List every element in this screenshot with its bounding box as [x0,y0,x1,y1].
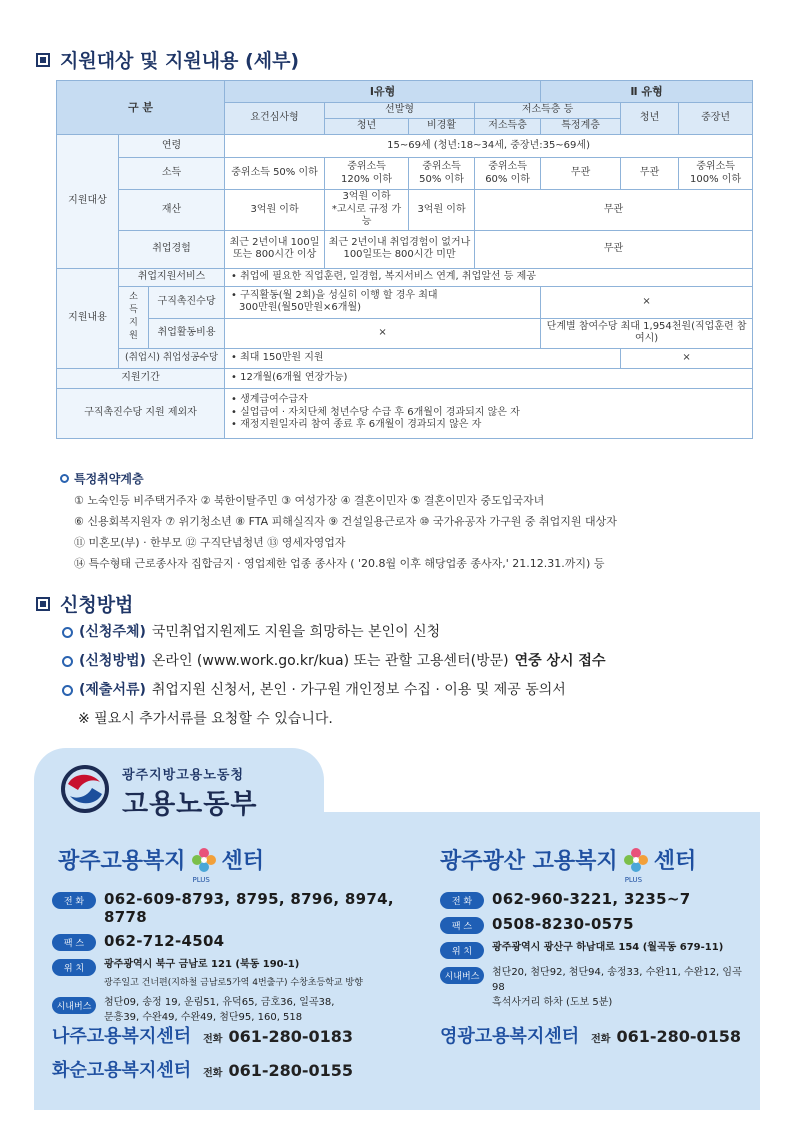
list-item: (신청방법) 온라인 (www.work.go.kr/kua) 또는 관할 고용센터(방문) 연중 상시 접수 [62,647,605,676]
tel-badge: 전 화 [52,892,96,909]
income-cell: 무관 [541,158,621,190]
location-badge: 위 치 [52,959,96,976]
address-detail: 광주일고 건너편(지하철 금남로5가역 4번출구) 수창초등학교 방향 [104,978,363,988]
right-center-title: 광주광산 고용복지 PLUS 센터 [440,844,696,875]
row-label-experience: 취업경험 [119,230,225,268]
header-middle-aged: 중장년 [679,103,753,135]
branch-naju: 나주고용복지센터 전화 061-280-0183 [52,1026,354,1047]
income-cell: 중위소득 50% 이하 [409,158,475,190]
job-seeking-x: × [541,286,753,318]
section-title-text: 신청방법 [60,594,134,616]
header-low-income: 저소득층 [475,119,541,135]
header-inactive: 비경활 [409,119,475,135]
fax-number: 0508-8230-0575 [492,915,634,933]
income-cell: 중위소득 60% 이하 [475,158,541,190]
row-label-activity-cost: 취업활동비용 [149,318,225,348]
header-seonbal: 선발형 [325,103,475,119]
asset-cell: 3억원 이하 [225,190,325,231]
logo-title: 고용노동부 [122,789,258,820]
tel-number: 061-280-0158 [616,1027,742,1046]
success-x: × [621,348,753,368]
row-label-income-support: 소 득 지 원 [119,286,149,348]
bus-routes: 첨단09, 송정 19, 운림51, 유덕65, 금호36, 일곡38, 문흥39, 수완49, 수완49, 첨단95, 160, 518 [104,997,335,1023]
age-value: 15~69세 (청년:18~34세, 중장년:35~69세) [225,135,753,158]
list-item: (신청주체) 국민취업지원제도 지원을 희망하는 본인이 신청 [62,618,605,647]
tel-badge: 전 화 [440,892,484,909]
row-label-assets: 재산 [119,190,225,231]
application-list [62,618,605,734]
income-cell: 중위소득 50% 이하 [225,158,325,190]
branch-hwasun: 화순고용복지센터 전화 061-280-0155 [52,1060,354,1081]
list-item: ⑭ 특수형태 근로종사자 집합금지 · 영업제한 업종 종사자 ( '20.8월 이후 해당업종 종사자,' 21.12.31.까지) 등 [74,557,605,570]
activity-cost-x: × [225,318,541,348]
header-jeoso: 저소득층 등 [475,103,621,119]
header-type1: Ⅰ유형 [225,81,541,103]
experience-cell: 최근 2년이내 100일 또는 800시간 이상 [225,230,325,268]
plus-flower-icon: PLUS [190,846,218,874]
exclusion-value: • 생계급여수급자 • 실업급여 · 자치단체 청년수당 수급 후 6개월이 경과되지 않은 자 • 재정지원일자리 참여 종료 후 6개월이 경과되지 않은 자 [225,388,753,438]
row-label-income: 소득 [119,158,225,190]
logo-subtitle: 광주지방고용노동청 [122,768,245,783]
special-groups-list [74,490,617,574]
row-label-age: 연령 [119,135,225,158]
row-label-success: (취업시) 취업성공수당 [119,348,225,368]
period-value: • 12개월(6개월 연장가능) [225,368,753,388]
bus-routes: 첨단20, 첨단92, 첨단94, 송정33, 수완11, 수완12, 임곡98 흑석사거리 하차 (도보 5분) [492,967,742,1008]
left-center-info [52,890,432,1025]
section-title-application [36,590,133,617]
section-title-eligibility [36,46,299,73]
asset-cell: 3억원 이하 [409,190,475,231]
header-type2: Ⅱ 유형 [541,81,753,103]
section-title-text: 지원대상 및 지원내용 (세부) [60,50,300,72]
list-item: ⑥ 신용회복지원자 ⑦ 위기청소년 ⑧ FTA 피해실직자 ⑨ 건설일용근로자 ⑩ 국가유공자 가구원 중 취업지원 대상자 [74,515,617,528]
fax-badge: 팩 스 [440,917,484,934]
asset-cell: 3억원 이하 *고시로 규정 가능 [325,190,409,231]
experience-cell: 최근 2년이내 취업경험이 없거나 100일또는 800시간 미만 [325,230,475,268]
left-center-title: 광주고용복지 PLUS 센터 [58,844,264,875]
bus-badge: 시내버스 [440,967,484,984]
income-cell: 중위소득 100% 이하 [679,158,753,190]
income-cell: 중위소득 120% 이하 [325,158,409,190]
bus-badge: 시내버스 [52,997,96,1014]
circle-bullet-icon [60,474,69,483]
experience-cell: 무관 [475,230,753,268]
service-value: • 취업에 필요한 직업훈련, 일경험, 복지서비스 연계, 취업알선 등 제공 [225,268,753,286]
note: ※ 필요시 추가서류를 요청할 수 있습니다. [78,711,333,727]
row-label-period: 지원기간 [57,368,225,388]
header-t2-youth: 청년 [621,103,679,135]
support-table [56,80,753,439]
header-special: 특정계층 [541,119,621,135]
header-yogeon: 요건심사형 [225,103,325,135]
branch-yeonggwang: 영광고용복지센터 전화 061-280-0158 [440,1026,742,1047]
asset-cell: 무관 [475,190,753,231]
list-item: ① 노숙인등 비주택거주자 ② 북한이탈주민 ③ 여성가장 ④ 결혼이민자 ⑤ 결혼이민자 중도입국자녀 [74,494,545,507]
address: 광주광역시 북구 금남로 121 (북동 190-1) [104,959,300,970]
address: 광주광역시 광산구 하남대로 154 (월곡동 679-11) [492,942,724,953]
circle-bullet-icon [62,656,73,667]
tel-number: 061-280-0155 [228,1061,354,1080]
plus-flower-icon: PLUS [622,846,650,874]
row-label-job-seeking: 구직촉진수당 [149,286,225,318]
circle-bullet-icon [62,627,73,638]
fax-number: 062-712-4504 [104,932,225,950]
activity-cost-value: 단계별 참여수당 최대 1,954천원(직업훈련 참여시) [541,318,753,348]
ministry-logo-icon [60,764,110,814]
row-label-service: 취업지원서비스 [119,268,225,286]
circle-bullet-icon [62,685,73,696]
job-seeking-value: • 구직활동(월 2회)을 성실히 이행 할 경우 최대 300만원(월50만원×6개월) [225,286,541,318]
row-label-exclusion: 구직촉진수당 지원 제외자 [57,388,225,438]
tel-number: 061-280-0183 [228,1027,354,1046]
row-group-eligibility: 지원대상 [57,135,119,269]
header-youth: 청년 [325,119,409,135]
fax-badge: 팩 스 [52,934,96,951]
list-item: ⑪ 미혼모(부) · 한부모 ⑫ 구직단념청년 ⑬ 영세자영업자 [74,536,346,549]
tel-number: 062-960-3221, 3235~7 [492,890,691,908]
square-bullet-icon [36,53,50,67]
list-item: (제출서류) 취업지원 신청서, 본인 · 가구원 개인정보 수집 · 이용 및 제공 동의서 [62,676,605,705]
income-cell: 무관 [621,158,679,190]
tel-number: 062-609-8793, 8795, 8796, 8974, 8778 [104,890,394,926]
success-value: • 최대 150만원 지원 [225,348,621,368]
special-groups-heading: 특정취약계층 [60,470,144,487]
row-group-content: 지원내용 [57,268,119,368]
header-gubun: 구 분 [57,81,225,135]
right-center-info [440,890,750,1010]
square-bullet-icon [36,597,50,611]
location-badge: 위 치 [440,942,484,959]
